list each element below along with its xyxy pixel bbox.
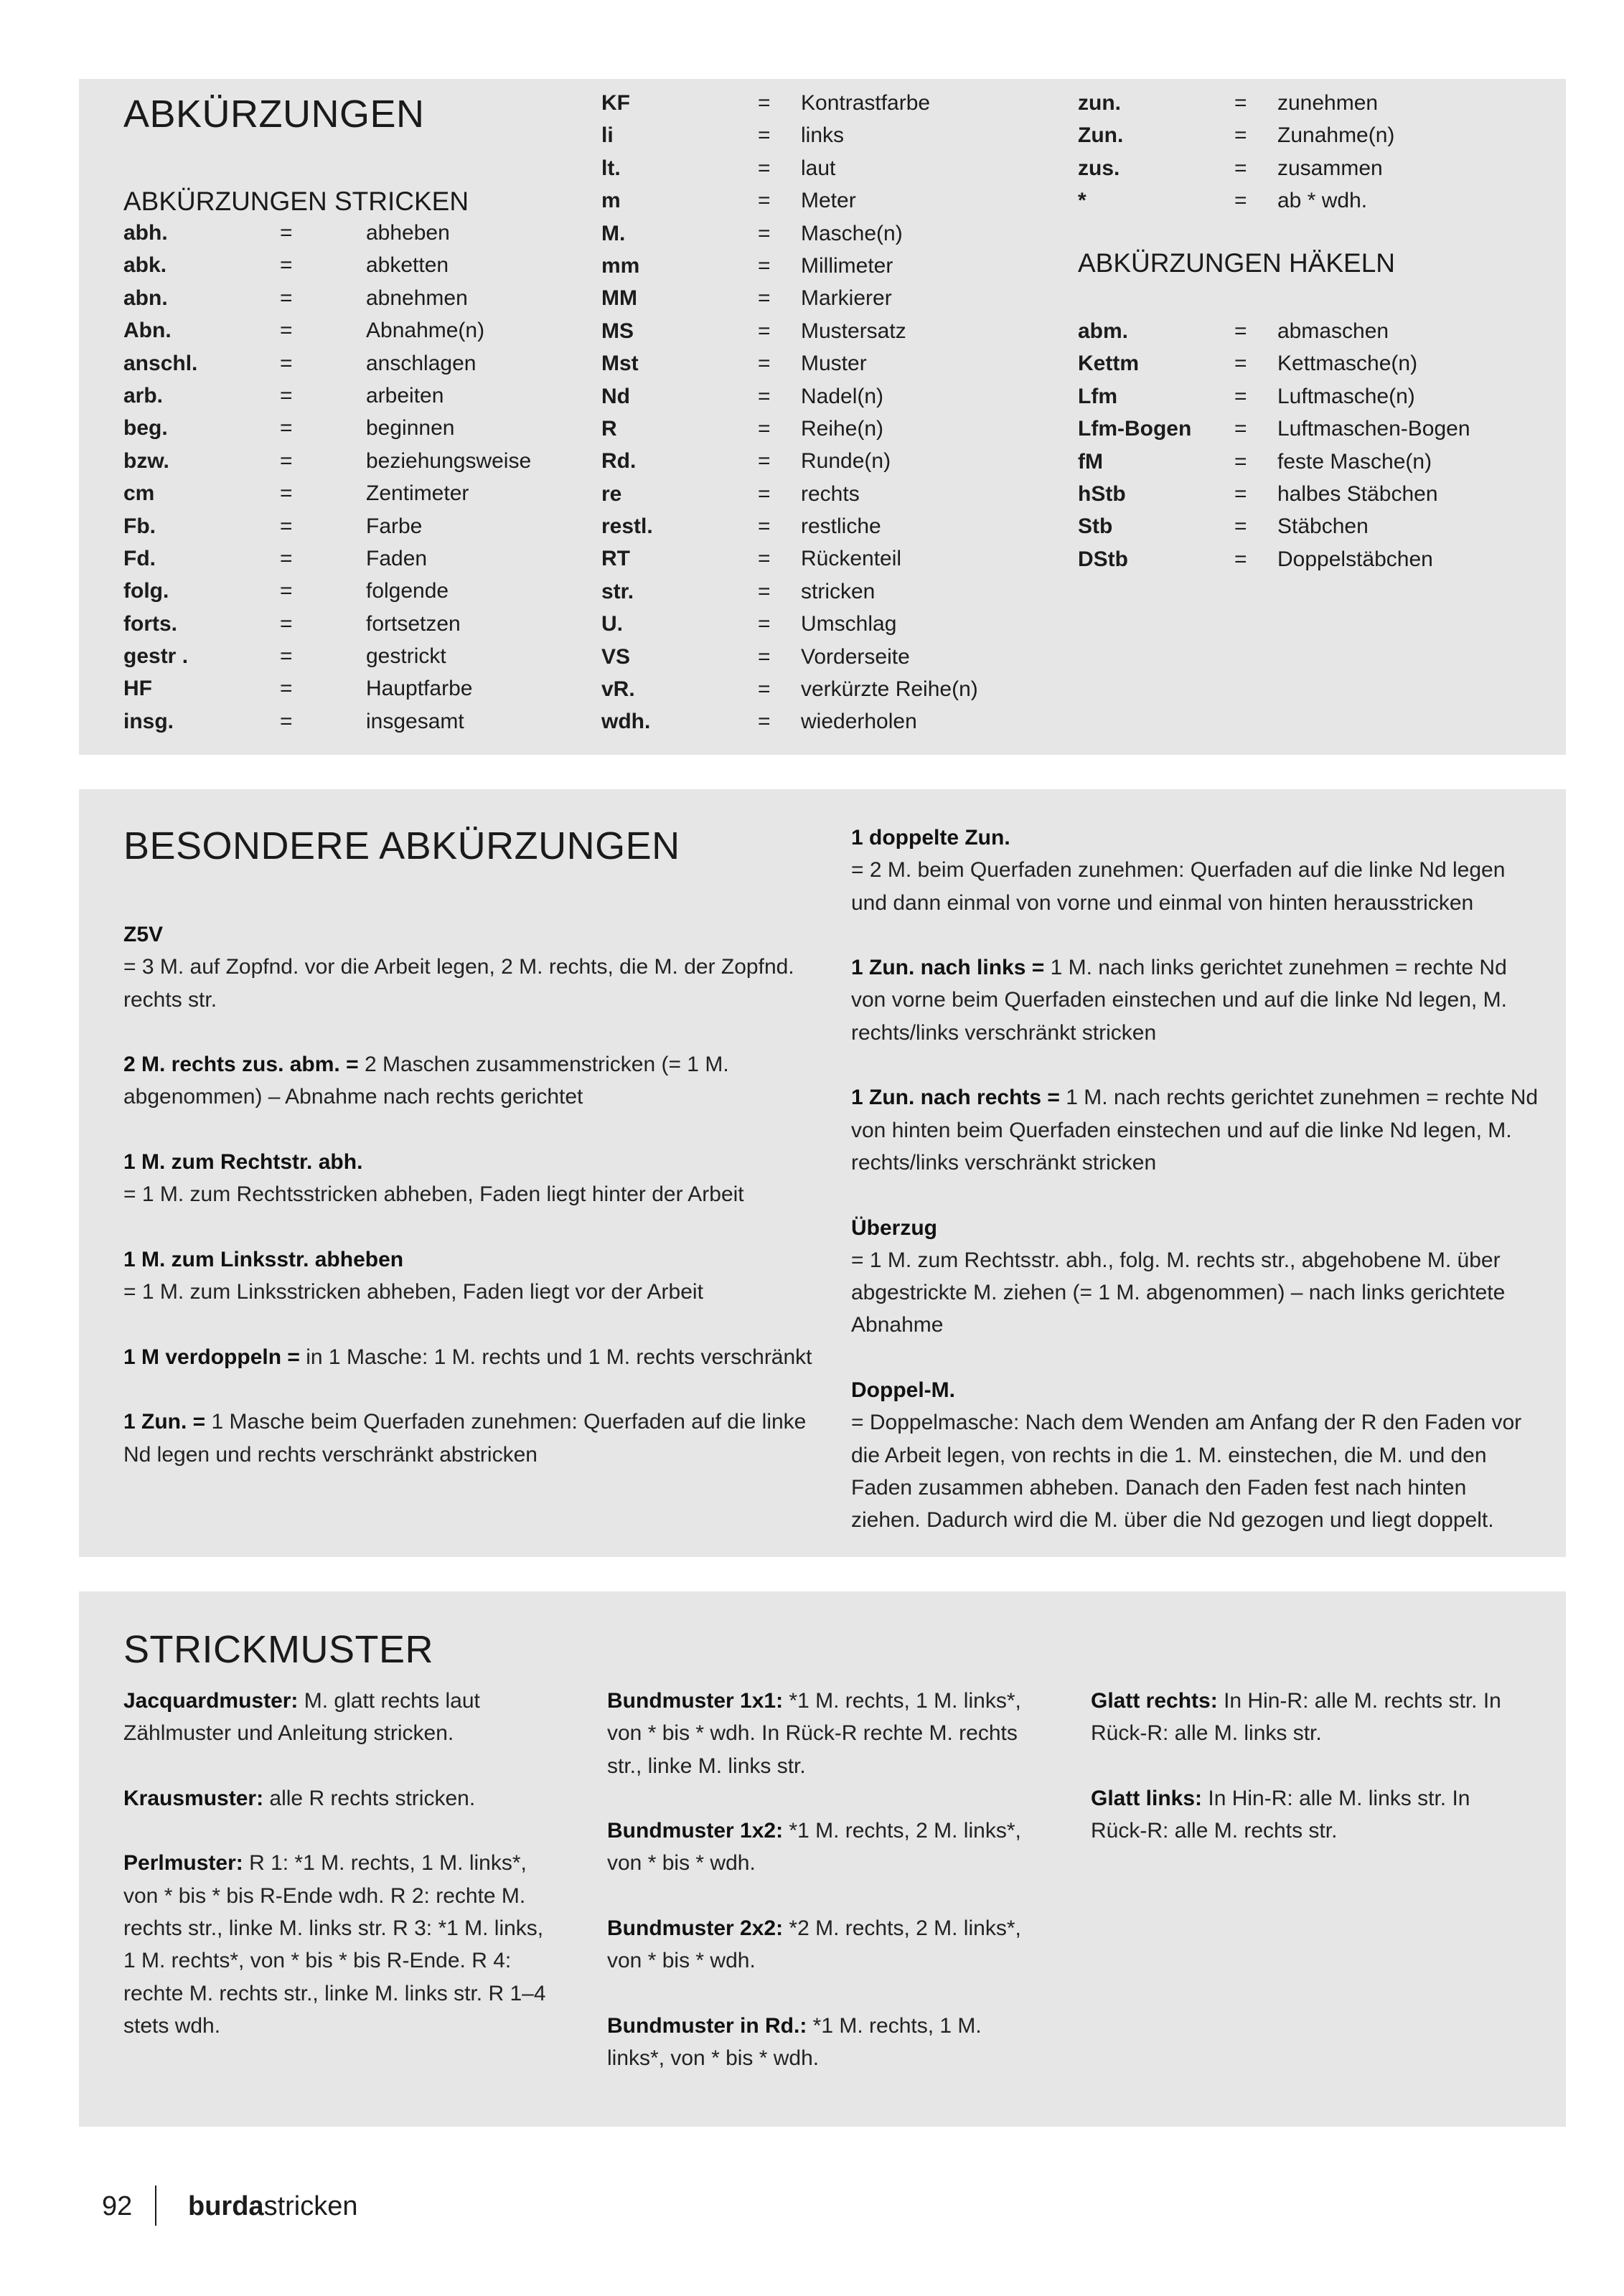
equals-sign: = [1234,417,1247,441]
abbreviation-row [601,545,1032,578]
abbreviation-meaning: abketten [366,253,449,278]
abbreviation-term: cm [123,481,155,506]
special-abbreviations-panel [79,789,1566,1557]
equals-sign: = [758,319,771,343]
abbreviation-term: zus. [1078,156,1120,180]
abbreviation-meaning: ab * wdh. [1277,189,1368,213]
abbreviation-term: str. [601,579,634,603]
abbreviation-meaning: laut [801,156,836,180]
equals-sign: = [280,221,293,245]
special-abbreviation-text: = 1 M. zum Rechtsstricken abheben, Faden liegt hinter der Arbeit [123,1182,744,1207]
abbreviation-row [601,90,1032,122]
abbreviation-row [1078,415,1537,448]
equals-sign: = [758,156,771,180]
abbreviation-meaning: Markierer [801,286,892,311]
brand-bold: burda [188,2191,264,2221]
abbreviation-term: li [601,123,614,148]
knitting-pattern-entry [123,1847,561,2042]
knitting-pattern-description: M. glatt rechts laut Zählmuster und Anleitung stricken. [123,1689,480,1746]
special-abbreviation-entry [123,918,812,1016]
abbreviation-row [601,481,1032,513]
abbreviation-row [601,415,1032,448]
knitting-pattern-entry [1091,1685,1529,1750]
abbreviation-row [123,513,554,545]
abbreviation-row [1078,155,1537,187]
abbreviation-meaning: arbeiten [366,383,444,408]
equals-sign: = [280,514,293,538]
abbreviation-row [123,480,554,512]
abbreviation-term: insg. [123,709,174,733]
equals-sign: = [758,547,771,571]
crochet-abbreviations-title: ABKÜRZUNGEN HÄKELN [1078,248,1396,278]
knitting-pattern-name: Bundmuster 1x1: [607,1689,784,1713]
abbreviation-row [601,253,1032,285]
abbreviation-term: hStb [1078,481,1126,506]
abbreviation-meaning: Vorderseite [801,644,910,669]
abbreviation-meaning: restliche [801,514,881,539]
equals-sign: = [280,546,293,570]
abbreviation-term: Rd. [601,449,637,474]
abbreviation-meaning: Nadel(n) [801,384,884,408]
abbreviation-meaning: Mustersatz [801,319,906,343]
abbreviation-term: forts. [123,611,177,636]
abbreviation-row [601,383,1032,415]
equals-sign: = [280,644,293,669]
abbreviation-term: Abn. [123,319,172,343]
equals-sign: = [758,449,771,474]
abbreviation-row [1078,350,1537,382]
equals-sign: = [280,579,293,603]
abbreviation-row [601,708,1032,740]
abbreviation-meaning: folgende [366,579,449,603]
equals-sign: = [280,481,293,506]
abbreviation-row [123,643,554,675]
equals-sign: = [758,416,771,441]
equals-sign: = [758,189,771,213]
equals-sign: = [1234,481,1247,506]
abbreviation-meaning: stricken [801,579,876,603]
special-abbreviation-term: 1 doppelte Zun. [851,826,1010,850]
abbreviation-row [123,415,554,447]
special-abbreviations-title: BESONDERE ABKÜRZUNGEN [123,824,680,867]
abbreviation-meaning: feste Masche(n) [1277,449,1432,474]
knitting-pattern-description: *1 M. rechts, 2 M. links*, von * bis * wdh. [607,1819,1021,1876]
abbreviation-term: M. [601,221,626,245]
equals-sign: = [1234,514,1247,539]
special-abbreviation-text: 1 Masche beim Querfaden zunehmen: Querfaden auf die linke Nd legen und rechts verschränkt abstricken [123,1410,807,1467]
abbreviation-meaning: insgesamt [366,709,464,733]
equals-sign: = [758,253,771,278]
abbreviation-row [601,155,1032,187]
abbreviation-term: abh. [123,221,168,245]
abbreviation-meaning: anschlagen [366,351,477,375]
equals-sign: = [758,514,771,539]
brand-logo [188,2190,357,2223]
abbreviation-row [1078,481,1537,513]
abbreviation-meaning: zunehmen [1277,91,1379,115]
abbreviation-row [123,708,554,740]
abbreviation-meaning: Luftmasche(n) [1277,384,1415,408]
abbreviation-term: abn. [123,286,168,310]
knitting-abbreviations-list-3 [1078,90,1537,220]
abbreviation-meaning: Farbe [366,514,423,538]
special-abbreviation-entry [851,1081,1540,1179]
abbreviation-term: * [1078,189,1086,213]
knitting-pattern-name: Bundmuster in Rd.: [607,2013,807,2038]
abbreviation-term: Zun. [1078,123,1124,148]
abbreviation-term: Kettm [1078,352,1140,376]
knitting-pattern-description: *1 M. rechts, 1 M. links*, von * bis * wdh. [607,2013,982,2071]
knitting-pattern-description: *1 M. rechts, 1 M. links*, von * bis * wdh. In Rück-R rechte M. rechts str., linke M. links str. [607,1689,1021,1778]
abbreviation-term: mm [601,253,640,278]
abbreviation-term: Lfm [1078,384,1117,408]
knitting-pattern-entry [123,1685,561,1750]
abbreviation-meaning: links [801,123,845,148]
abbreviation-term: Nd [601,384,630,408]
special-abbreviation-text: 1 M. nach links gerichtet zunehmen = rechte Nd von vorne beim Querfaden einstechen und auf die linke Nd legen, M. rechts/links verschränkt stricken [851,956,1507,1045]
special-abbreviation-term: 1 Zun. = [123,1410,206,1434]
abbreviation-term: arb. [123,383,164,408]
equals-sign: = [758,481,771,506]
special-abbreviation-text: 2 Maschen zusammenstricken (= 1 M. abgenommen) – Abnahme nach rechts gerichtet [123,1053,729,1109]
equals-sign: = [280,709,293,733]
special-abbreviation-entry [851,951,1540,1049]
equals-sign: = [280,253,293,278]
abbreviation-row [123,611,554,643]
equals-sign: = [758,123,771,148]
abbreviation-row [123,578,554,610]
abbreviations-panel [79,79,1566,755]
abbreviation-meaning: Kontrastfarbe [801,91,931,115]
abbreviation-meaning: beziehungsweise [366,448,532,473]
abbreviation-term: m [601,189,621,213]
knitting-pattern-description: alle R rechts stricken. [269,1786,476,1810]
abbreviation-meaning: verkürzte Reihe(n) [801,677,978,702]
equals-sign: = [1234,547,1247,571]
equals-sign: = [758,677,771,702]
knitting-pattern-name: Jacquardmuster: [123,1689,299,1713]
abbreviation-meaning: abheben [366,221,450,245]
equals-sign: = [758,286,771,311]
abbreviation-term: abm. [1078,319,1129,343]
abbreviation-row [601,122,1032,154]
abbreviation-row [123,382,554,415]
abbreviation-term: KF [601,91,630,115]
knitting-pattern-entry [607,1912,1045,1977]
special-abbreviation-text: = 1 M. zum Linksstricken abheben, Faden liegt vor der Arbeit [123,1280,703,1304]
special-abbreviation-term: 1 M. zum Linksstr. abheben [123,1247,404,1271]
abbreviation-row [1078,187,1537,220]
special-abbreviation-term: 1 Zun. nach links = [851,956,1045,980]
abbreviation-meaning: Luftmaschen-Bogen [1277,417,1470,441]
knitting-pattern-entry [607,1815,1045,1880]
abbreviation-row [601,676,1032,708]
abbreviation-row [123,317,554,349]
special-abbreviation-entry [123,1146,812,1211]
special-abbreviation-text: = 1 M. zum Rechtsstr. abh., folg. M. rechts str., abgehobene M. über abgestrickte M. ziehen (= 1 M. abgenommen) – nach links gerichtete Abnahme [851,1248,1506,1337]
abbreviation-term: Fd. [123,546,156,570]
special-abbreviation-text: = 2 M. beim Querfaden zunehmen: Querfaden auf die linke Nd legen und dann einmal von vorne und einmal von hinten herausstricken [851,858,1506,915]
special-abbreviation-entry [123,1406,812,1471]
abbreviation-meaning: beginnen [366,416,455,441]
knitting-pattern-entry [1091,1782,1529,1848]
equals-sign: = [1234,91,1247,115]
special-abbreviation-text: 1 M. nach rechts gerichtet zunehmen = rechte Nd von hinten beim Querfaden einstechen und auf die linke Nd legen, M. rechts/links verschränkt stricken [851,1086,1539,1175]
abbreviation-term: gestr . [123,644,189,669]
abbreviation-term: VS [601,644,631,669]
abbreviation-row [601,513,1032,545]
equals-sign: = [1234,384,1247,408]
abbreviation-row [601,578,1032,611]
special-abbreviations-right-column [851,822,1540,1569]
knitting-pattern-name: Bundmuster 1x2: [607,1819,784,1843]
special-abbreviation-term: Überzug [851,1215,937,1240]
abbreviation-meaning: abmaschen [1277,319,1389,343]
knitting-patterns-panel [79,1591,1566,2127]
knitting-pattern-name: Perlmuster: [123,1851,243,1876]
special-abbreviation-entry [851,1374,1540,1536]
abbreviation-term: Mst [601,352,639,376]
special-abbreviation-term: 2 M. rechts zus. abm. = [123,1053,359,1077]
abbreviation-meaning: halbes Stäbchen [1277,481,1438,506]
equals-sign: = [758,579,771,603]
special-abbreviation-text: = 3 M. auf Zopfnd. vor die Arbeit legen, 2 M. rechts, die M. der Zopfnd. rechts str. [123,955,794,1012]
abbreviation-term: Fb. [123,514,156,538]
abbreviation-term: Lfm-Bogen [1078,417,1192,441]
abbreviation-row [1078,383,1537,415]
abbreviation-term: Stb [1078,514,1113,539]
abbreviation-term: restl. [601,514,653,539]
abbreviation-meaning: wiederholen [801,710,917,734]
special-abbreviation-entry [123,1048,812,1114]
equals-sign: = [280,448,293,473]
special-abbreviation-term: 1 M. zum Rechtstr. abh. [123,1150,363,1175]
abbreviation-meaning: abnehmen [366,286,468,310]
knitting-abbreviations-list-2 [601,90,1032,741]
abbreviation-meaning: Faden [366,546,428,570]
crochet-abbreviations-list [1078,318,1537,578]
equals-sign: = [758,91,771,115]
special-abbreviation-text: = Doppelmasche: Nach dem Wenden am Anfang der R den Faden vor die Arbeit legen, von rechts in die 1. M. einstechen, die M. und den Faden zusammen abheben. Danach den Faden fest nach hinten ziehen. Dadurch wird die M. über die Nd gezogen und liegt doppelt. [851,1411,1522,1533]
knitting-pattern-description: In Hin-R: alle M. links str. In Rück-R: alle M. rechts str. [1091,1786,1470,1843]
special-abbreviation-term: 1 Zun. nach rechts = [851,1086,1060,1110]
abbreviation-row [123,675,554,707]
abbreviation-term: R [601,416,617,441]
abbreviation-row [601,448,1032,480]
equals-sign: = [1234,123,1247,148]
knitting-pattern-name: Bundmuster 2x2: [607,1916,784,1941]
special-abbreviations-left-column [123,918,812,1503]
knitting-pattern-entry [607,2010,1045,2075]
abbreviation-row [1078,318,1537,350]
knitting-pattern-name: Glatt rechts: [1091,1689,1218,1713]
abbreviation-row [123,350,554,382]
abbreviation-meaning: rechts [801,481,860,506]
abbreviation-term: zun. [1078,91,1121,115]
knitting-pattern-name: Krausmuster: [123,1786,264,1810]
abbreviation-term: anschl. [123,351,198,375]
abbreviation-meaning: Masche(n) [801,221,903,245]
abbreviation-term: folg. [123,579,169,603]
special-abbreviation-entry [851,1212,1540,1342]
abbreviation-row [1078,513,1537,545]
abbreviation-term: wdh. [601,710,651,734]
abbreviation-term: bzw. [123,448,169,473]
abbreviation-meaning: Zentimeter [366,481,469,506]
knitting-patterns-column-1 [123,1685,561,2075]
abbreviation-row [123,285,554,317]
abbreviation-meaning: Hauptfarbe [366,677,473,701]
knitting-patterns-column-2 [607,1685,1045,2107]
abbreviation-row [601,220,1032,253]
knitting-pattern-description: R 1: *1 M. rechts, 1 M. links*, von * bis * bis R-Ende wdh. R 2: rechte M. rechts str., linke M. links str. R 3: *1 M. links, 1 M. rechts*, von * bis * bis R-Ende. R 4: rechte M. rechts str., linke M. links str. R 1–4 stets wdh. [123,1851,546,2038]
equals-sign: = [758,644,771,669]
special-abbreviation-term: Z5V [123,923,164,946]
equals-sign: = [1234,352,1247,376]
equals-sign: = [758,221,771,245]
abbreviations-title: ABKÜRZUNGEN [123,93,425,136]
equals-sign: = [280,319,293,343]
abbreviation-meaning: zusammen [1277,156,1383,180]
equals-sign: = [280,677,293,701]
abbreviation-row [1078,90,1537,122]
knitting-patterns-column-3 [1091,1685,1529,1880]
abbreviation-meaning: Abnahme(n) [366,319,485,343]
knitting-pattern-name: Glatt links: [1091,1786,1203,1810]
abbreviation-term: lt. [601,156,621,180]
abbreviation-row [1078,546,1537,578]
abbreviation-term: vR. [601,677,635,702]
knitting-abbreviations-list-1 [123,220,554,740]
abbreviation-meaning: Runde(n) [801,449,891,474]
abbreviation-row [601,318,1032,350]
knitting-pattern-entry [607,1685,1045,1782]
abbreviation-row [601,187,1032,220]
knitting-pattern-description: In Hin-R: alle M. rechts str. In Rück-R: alle M. links str. [1091,1689,1501,1746]
abbreviation-row [601,644,1032,676]
abbreviation-term: DStb [1078,547,1128,571]
abbreviation-meaning: Stäbchen [1277,514,1369,539]
abbreviation-meaning: gestrickt [366,644,446,669]
abbreviation-term: MS [601,319,634,343]
abbreviation-row [123,252,554,284]
abbreviation-row [601,285,1032,317]
special-abbreviation-entry [123,1341,812,1373]
page-number: 92 [102,2191,133,2221]
abbreviation-term: re [601,481,622,506]
equals-sign: = [758,710,771,734]
abbreviation-row [601,350,1032,382]
abbreviation-meaning: Rückenteil [801,547,902,571]
abbreviation-meaning: Kettmasche(n) [1277,352,1418,376]
abbreviation-meaning: Muster [801,352,867,376]
abbreviation-row [601,611,1032,643]
knitting-patterns-title: STRICKMUSTER [123,1628,434,1671]
equals-sign: = [1234,449,1247,474]
equals-sign: = [280,416,293,441]
abbreviation-term: HF [123,677,152,701]
special-abbreviation-text: in 1 Masche: 1 M. rechts und 1 M. rechts verschränkt [306,1345,812,1369]
abbreviation-term: abk. [123,253,167,278]
abbreviation-meaning: fortsetzen [366,611,461,636]
abbreviation-term: U. [601,612,623,636]
abbreviation-term: beg. [123,416,168,441]
special-abbreviation-term: 1 M verdoppeln = [123,1345,300,1369]
equals-sign: = [1234,189,1247,213]
abbreviation-term: MM [601,286,637,311]
equals-sign: = [280,286,293,310]
equals-sign: = [1234,319,1247,343]
brand-light: stricken [263,2191,358,2221]
equals-sign: = [758,612,771,636]
abbreviation-meaning: Doppelstäbchen [1277,547,1433,571]
special-abbreviation-entry [851,822,1540,919]
abbreviation-term: RT [601,547,630,571]
special-abbreviation-entry [123,1243,812,1309]
equals-sign: = [280,351,293,375]
equals-sign: = [758,352,771,376]
abbreviation-row [123,448,554,480]
abbreviation-meaning: Umschlag [801,612,897,636]
equals-sign: = [1234,156,1247,180]
abbreviation-meaning: Reihe(n) [801,416,884,441]
knitting-pattern-description: *2 M. rechts, 2 M. links*, von * bis * wdh. [607,1916,1021,1973]
abbreviation-row [1078,448,1537,481]
abbreviation-term: fM [1078,449,1103,474]
abbreviation-row [123,220,554,252]
abbreviation-row [123,545,554,578]
special-abbreviation-term: Doppel-M. [851,1378,955,1403]
abbreviation-meaning: Millimeter [801,253,893,278]
equals-sign: = [280,383,293,408]
equals-sign: = [280,611,293,636]
footer-divider [155,2186,156,2226]
abbreviation-row [1078,122,1537,154]
knitting-abbreviations-title: ABKÜRZUNGEN STRICKEN [123,187,469,216]
knitting-pattern-entry [123,1782,561,1815]
abbreviation-meaning: Meter [801,189,856,213]
equals-sign: = [758,384,771,408]
abbreviation-meaning: Zunahme(n) [1277,123,1395,148]
